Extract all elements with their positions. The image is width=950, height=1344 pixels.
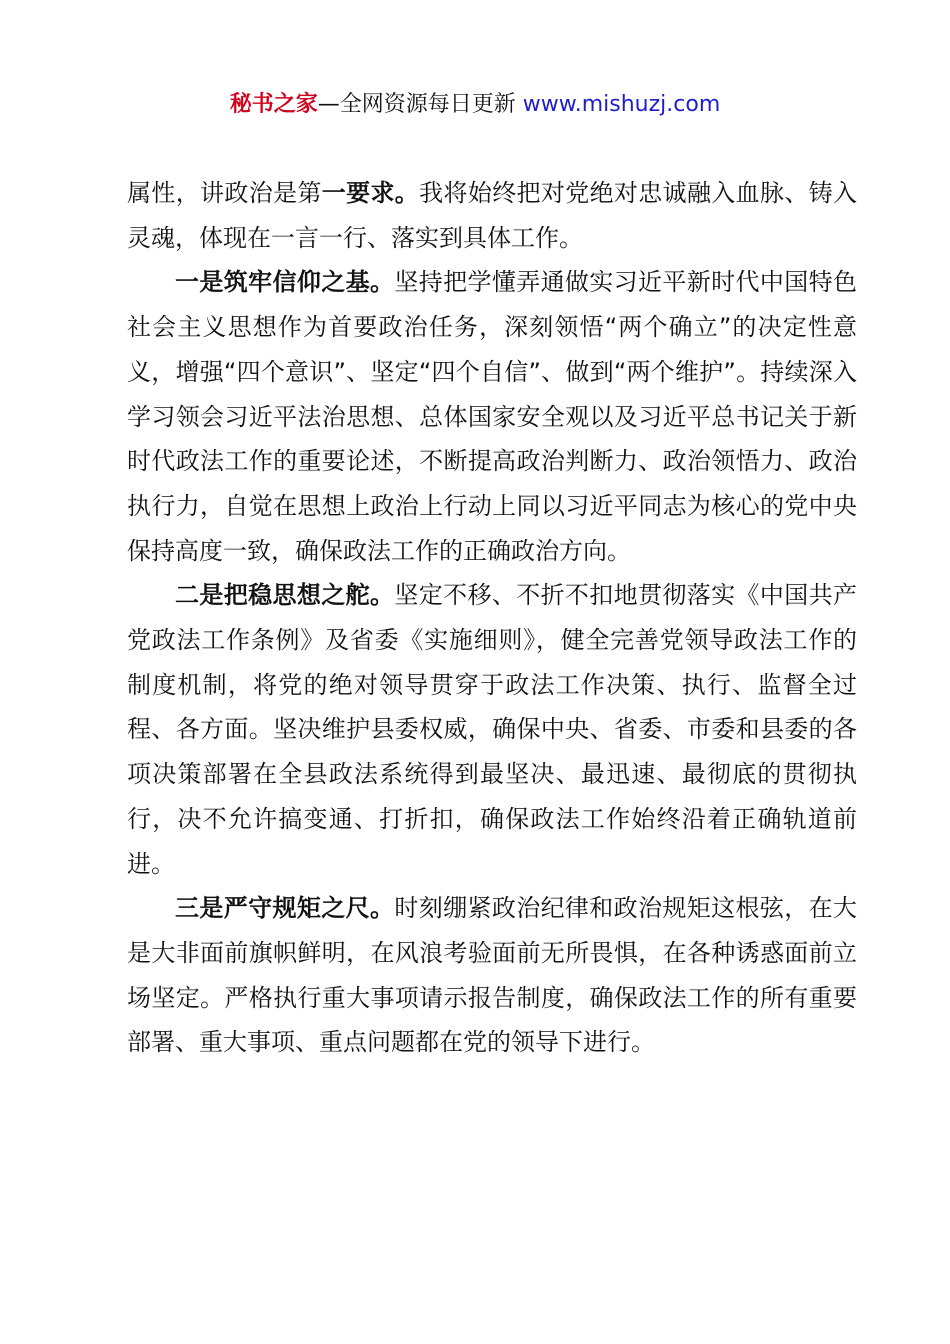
paragraph-intro-prefix: 属性，讲政治是第 [127,179,322,207]
paragraph-section-1 [127,260,857,573]
document-body [127,171,857,1065]
paragraph-section-3 [127,886,857,1065]
section-3-text: 时刻绷紧政治纪律和政治规矩这根弦，在大是大非面前旗帜鲜明，在风浪考验面前无所畏惧，在各种诱惑面前立场坚定。严格执行重大事项请示报告制度，确保政法工作的所有重要部署、重大事项、重点问题都在党的领导下进行。 [127,894,858,1057]
header-tagline: —全网资源每日更新 [317,92,516,117]
paragraph-intro-lead: 一要求。 [321,179,420,207]
paragraph-intro-text: 我将始终把对党绝对忠诚融入血脉、铸入灵魂，体现在一言一行、落实到具体工作。 [127,179,858,252]
section-3-heading: 三是严守规矩之尺。 [175,894,395,923]
section-1-heading: 一是筑牢信仰之基。 [175,268,395,297]
section-1-text: 坚持把学懂弄通做实习近平新时代中国特色社会主义思想作为首要政治任务，深刻领悟“两个确立”的决定性意义，增强“四个意识”、坚定“四个自信”、做到“两个维护”。持续深入学习领会习近平法治思想、总体国家安全观以及习近平总书记关于新时代政法工作的重要论述，不断提高政治判断力、政治领悟力、政治执行力，自觉在思想上政治上行动上同以习近平同志为核心的党中央保持高度一致，确保政法工作的正确政治方向。 [127,268,858,565]
paragraph-intro [127,171,857,260]
page-header [0,88,950,122]
section-2-text: 坚定不移、不折不扣地贯彻落实《中国共产党政法工作条例》及省委《实施细则》，健全完善党领导政法工作的制度机制，将党的绝对领导贯穿于政法工作决策、执行、监督全过程、各方面。坚决维护县委权威，确保中央、省委、市委和县委的各项决策部署在全县政法系统得到最坚决、最迅速、最彻底的贯彻执行，决不允许搞变通、打折扣，确保政法工作始终沿着正确轨道前进。 [127,581,858,878]
section-2-heading: 二是把稳思想之舵。 [175,581,395,610]
header-brand: 秘书之家 [229,92,318,117]
header-url-link[interactable]: www.mishuzj.com [522,92,721,117]
paragraph-section-2 [127,573,857,886]
